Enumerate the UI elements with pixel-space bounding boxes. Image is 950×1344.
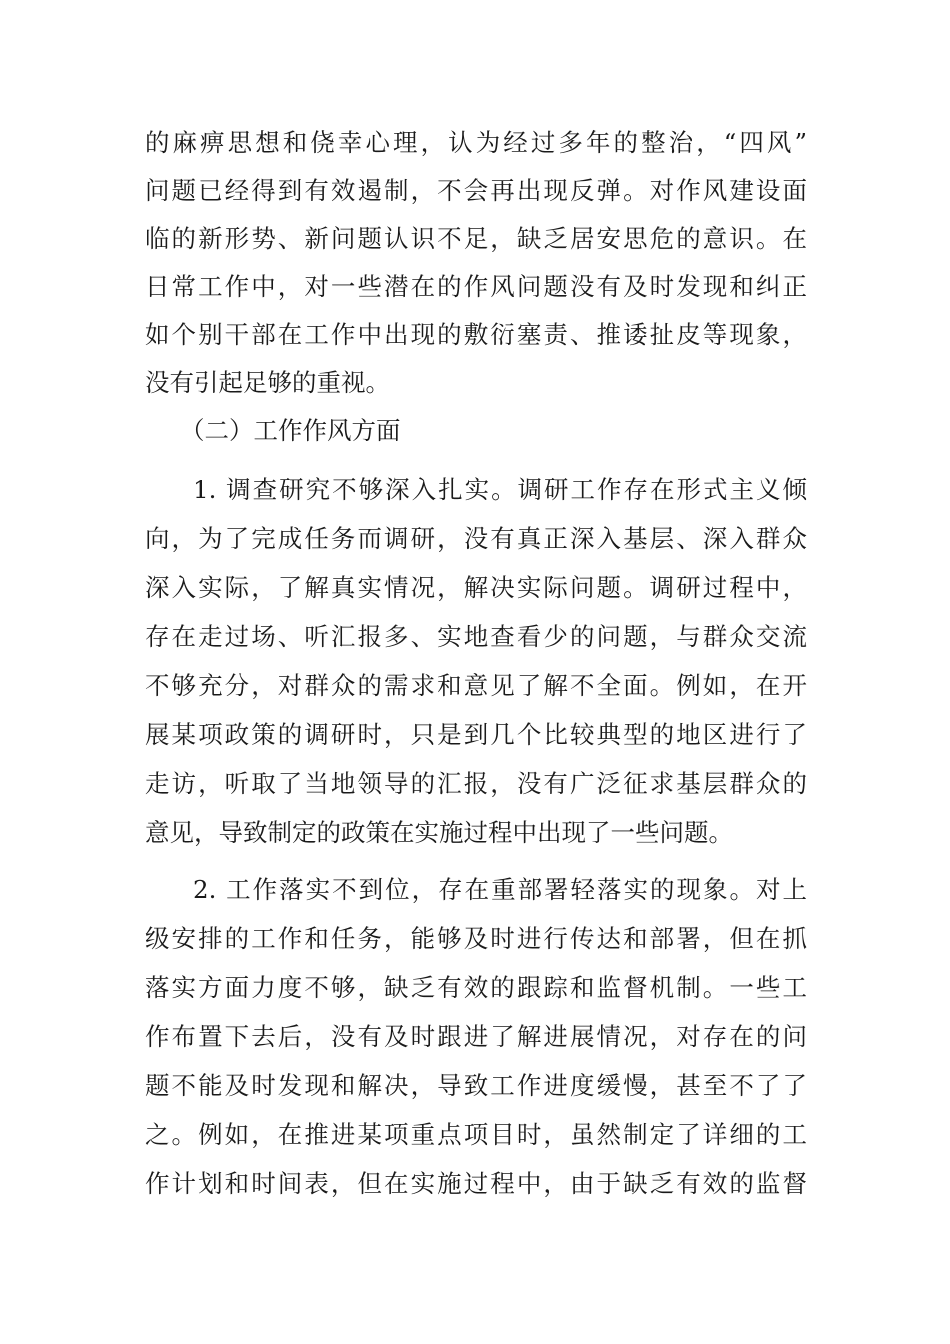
paragraph-line: 不够充分，对群众的需求和意见了解不全面。例如，在开 [145,671,807,700]
paragraph-line: 意见，导致制定的政策在实施过程中出现了一些问题。 [145,818,733,847]
paragraph-line: 问题已经得到有效遏制，不会再出现反弹。对作风建设面 [145,176,807,205]
paragraph-line: 日常工作中，对一些潜在的作风问题没有及时发现和纠正 [145,272,807,301]
paragraph-line: 题不能及时发现和解决，导致工作进度缓慢，甚至不了了 [145,1071,807,1100]
paragraph-line: 如个别干部在工作中出现的敷衍塞责、推诿扯皮等现象， [145,320,807,349]
section-heading: （二）工作作风方面 [180,416,401,445]
paragraph-line: 展某项政策的调研时，只是到几个比较典型的地区进行了 [145,720,807,749]
paragraph-first-line: 1. 调查研究不够深入扎实。调研工作存在形式主义倾 [193,475,807,504]
paragraph-line: 之。例如，在推进某项重点项目时，虽然制定了详细的工 [145,1120,807,1149]
paragraph-line: 临的新形势、新问题认识不足，缺乏居安思危的意识。在 [145,224,807,253]
paragraph-line: 深入实际，了解真实情况，解决实际问题。调研过程中， [145,573,807,602]
paragraph-line: 的麻痹思想和侥幸心理，认为经过多年的整治，“四风” [145,128,807,157]
paragraph-line: 存在走过场、听汇报多、实地查看少的问题，与群众交流 [145,622,807,651]
paragraph-line: 作布置下去后，没有及时跟进了解进展情况，对存在的问 [145,1022,807,1051]
paragraph-line: 走访，听取了当地领导的汇报，没有广泛征求基层群众的 [145,769,807,798]
paragraph-line: 落实方面力度不够，缺乏有效的跟踪和监督机制。一些工 [145,973,807,1002]
paragraph-line: 没有引起足够的重视。 [145,368,390,397]
paragraph-first-line: 2. 工作落实不到位，存在重部署轻落实的现象。对上 [193,875,807,904]
paragraph-line: 向，为了完成任务而调研，没有真正深入基层、深入群众 [145,524,807,553]
paragraph-line: 作计划和时间表，但在实施过程中，由于缺乏有效的监督 [145,1169,807,1198]
paragraph-line: 级安排的工作和任务，能够及时进行传达和部署，但在抓 [145,924,807,953]
